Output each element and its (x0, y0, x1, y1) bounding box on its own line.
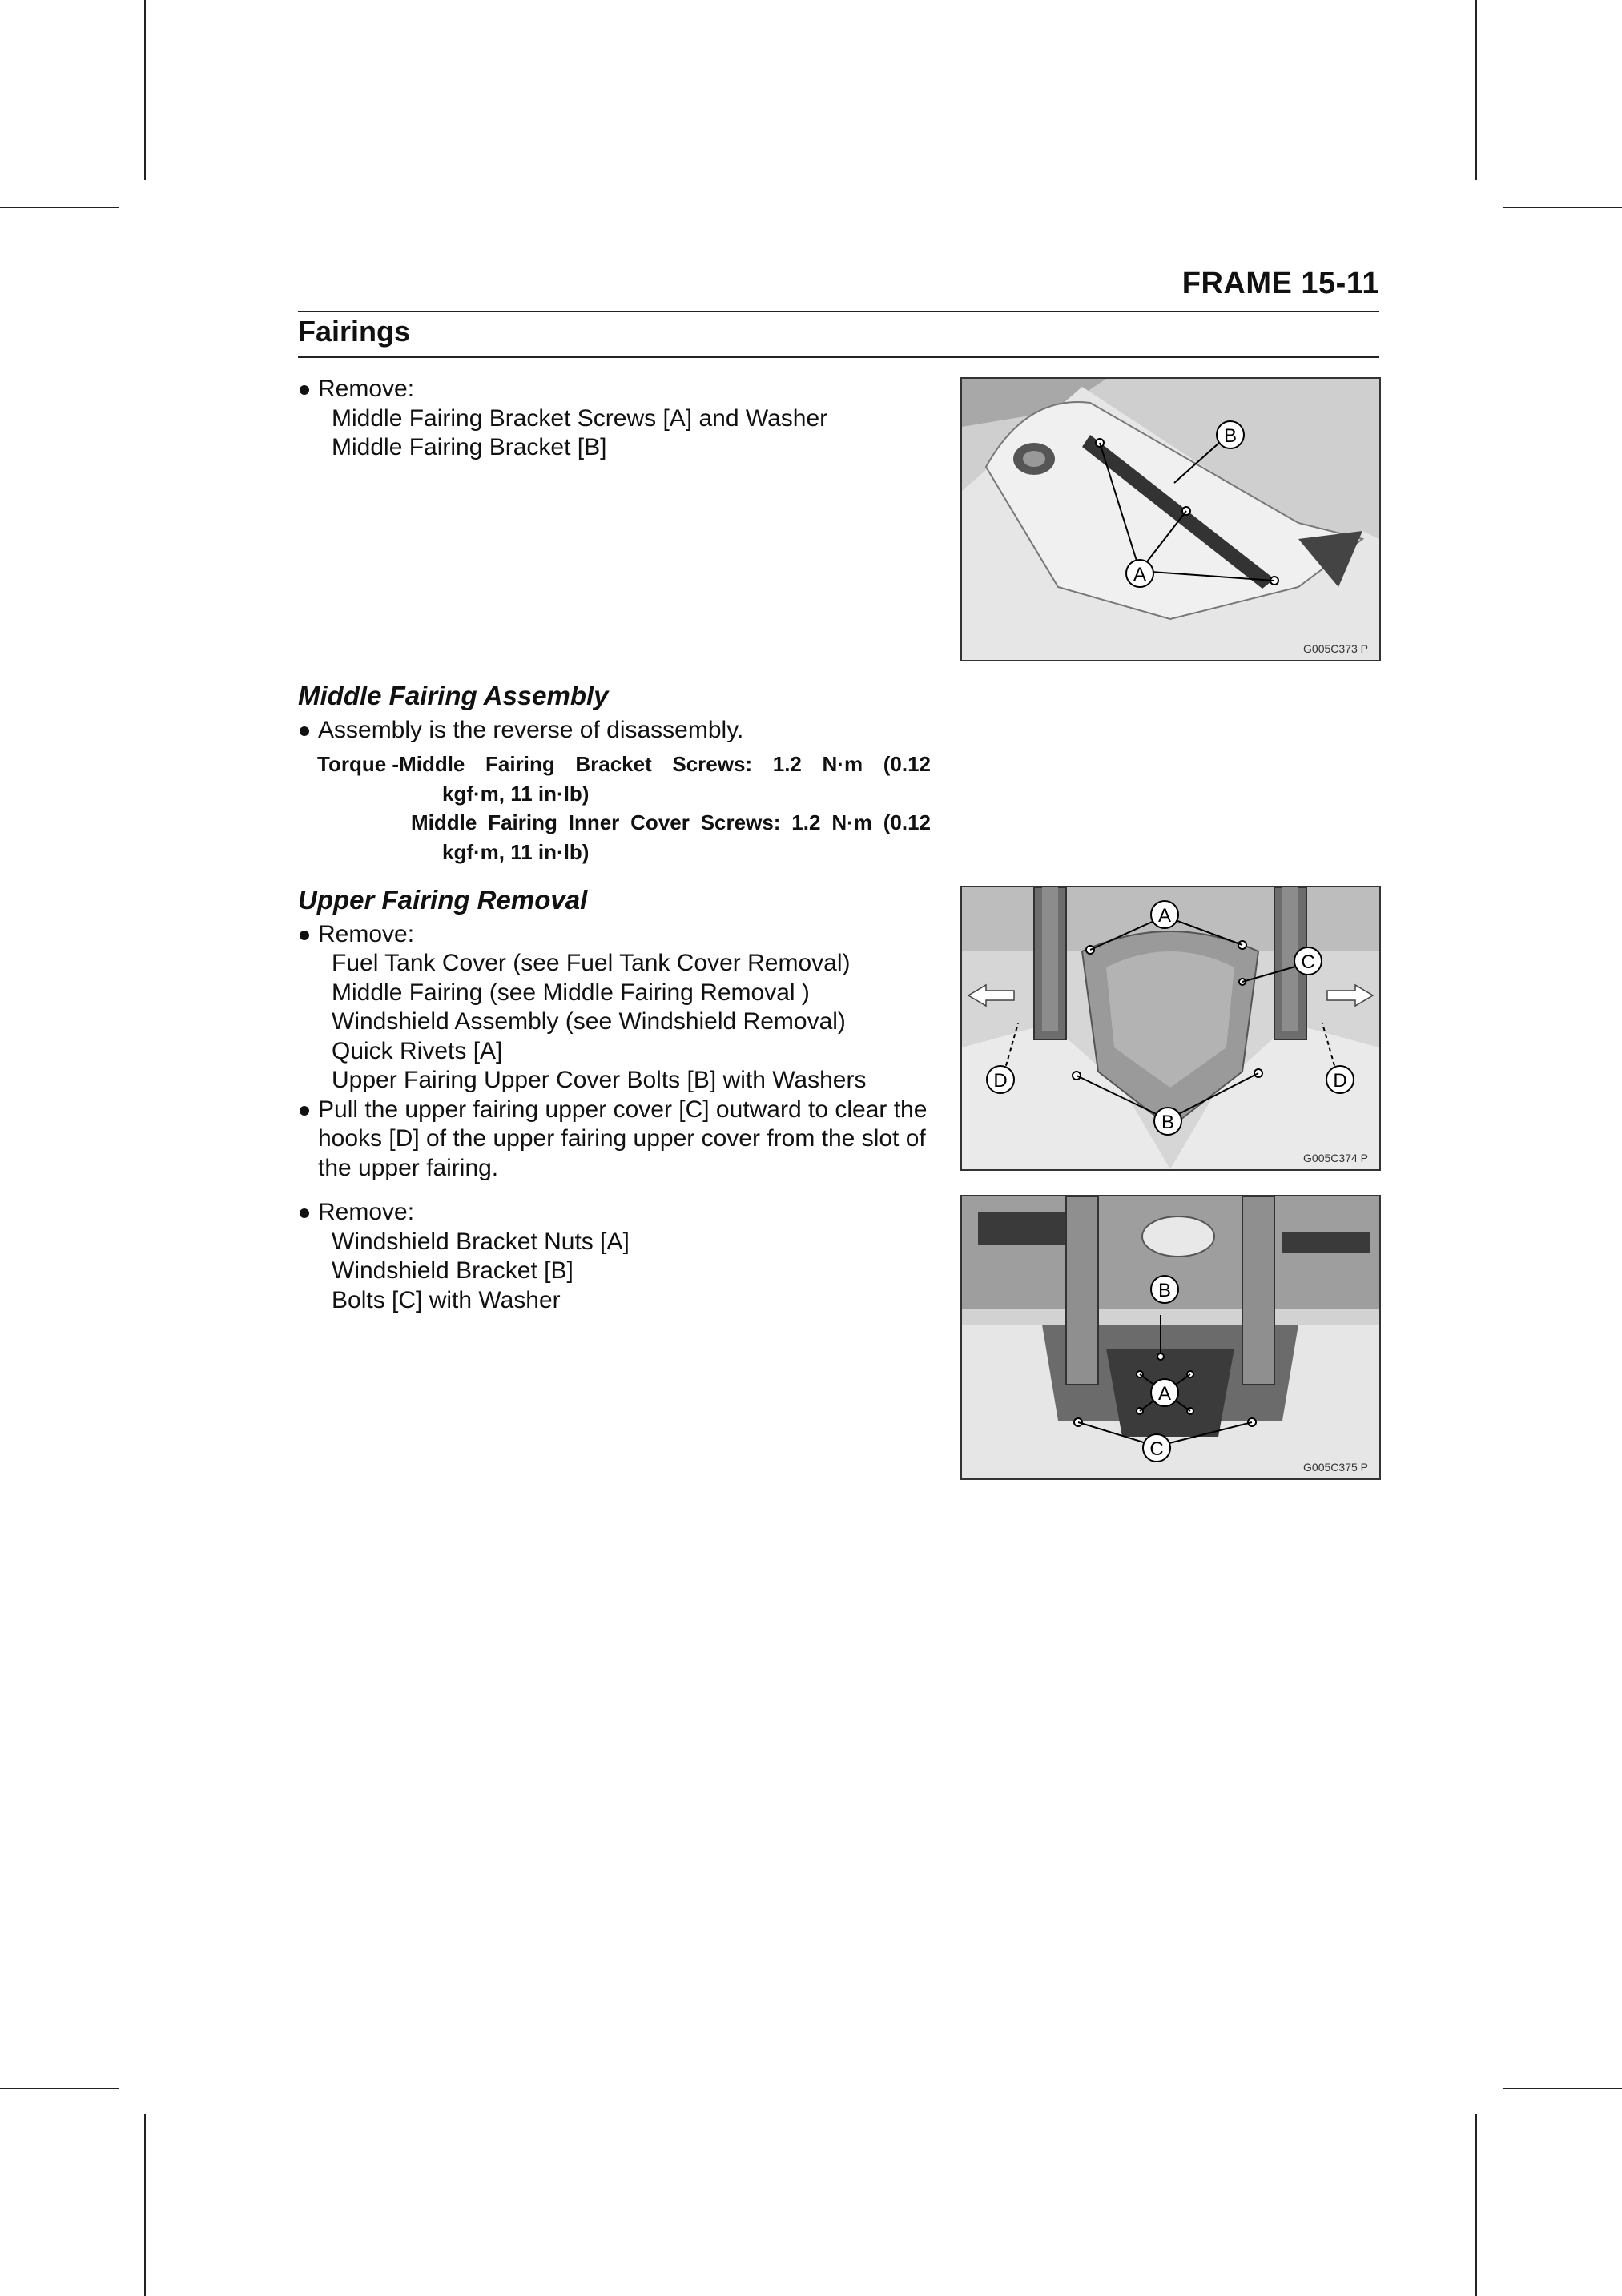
section-rule (298, 356, 1379, 358)
torque-label: Torque - (317, 752, 400, 776)
callout-label: C (1149, 1438, 1164, 1460)
callout-label: A (1133, 564, 1147, 585)
section-title: Fairings (298, 315, 411, 348)
callout-label: D (993, 1070, 1008, 1092)
figure-upper-fairing-cover (960, 886, 1381, 1171)
list-item: Windshield Assembly (see Windshield Removal) (332, 1008, 846, 1035)
list-item: Middle Fairing (see Middle Fairing Removal ) (332, 979, 810, 1006)
subsection-title: Upper Fairing Removal (298, 885, 588, 915)
callout-label: B (1223, 425, 1238, 447)
list-item: Quick Rivets [A] (332, 1037, 503, 1064)
torque-value-cont: kgf·m, 11 in·lb) (442, 781, 590, 806)
bullet-continuation: the upper fairing. (318, 1154, 499, 1181)
crop-mark (1475, 2114, 1477, 2296)
figure-code: G005C373 P (1303, 642, 1368, 655)
section-middle-fairing-assembly (298, 682, 931, 745)
callout-label: B (1161, 1112, 1175, 1133)
crop-mark (144, 2114, 146, 2296)
bullet-item: Assembly is the reverse of disassembly. (298, 716, 931, 746)
page-header: FRAME 15-11 (1181, 267, 1379, 300)
list-item: Windshield Bracket Nuts [A] (332, 1228, 630, 1255)
callout-label: C (1301, 951, 1315, 973)
step-remove-windshield-bracket (298, 1198, 931, 1315)
callout-label: B (1157, 1280, 1172, 1301)
torque-value-cont: kgf·m, 11 in·lb) (442, 839, 590, 864)
bullet-item: Pull the upper fairing upper cover [C] outward to clear the (298, 1096, 931, 1125)
figure-windshield-bracket (960, 1195, 1381, 1480)
list-item: Bolts [C] with Washer (332, 1286, 561, 1313)
crop-mark (1475, 0, 1477, 180)
step-remove-bracket (298, 375, 931, 463)
bullet-item: Remove: (298, 920, 931, 950)
callout-label: A (1157, 1383, 1172, 1405)
bullet-continuation: hooks [D] of the upper fairing upper cover from the slot of (318, 1125, 926, 1152)
callout-label: D (1333, 1070, 1347, 1092)
list-item: Middle Fairing Bracket Screws [A] and Washer (332, 404, 828, 432)
callout-label: A (1157, 905, 1172, 927)
list-item: Fuel Tank Cover (see Fuel Tank Cover Removal) (332, 950, 851, 976)
bullet-item: Remove: (298, 1198, 931, 1228)
figure-code: G005C374 P (1303, 1152, 1368, 1164)
subsection-title: Middle Fairing Assembly (298, 681, 609, 710)
crop-mark (0, 2088, 119, 2089)
figure-middle-fairing-bracket (960, 377, 1381, 661)
bullet-item: Remove: (298, 375, 931, 404)
section-upper-fairing-removal (298, 886, 931, 1183)
crop-mark (1503, 207, 1622, 208)
crop-mark (1503, 2088, 1622, 2089)
crop-mark (144, 0, 146, 180)
figure-code: G005C375 P (1303, 1461, 1368, 1474)
torque-value: Middle Fairing Inner Cover Screws: 1.2 N·m (0.12 (411, 810, 931, 834)
list-item: Upper Fairing Upper Cover Bolts [B] with Washers (332, 1067, 867, 1093)
list-item: Windshield Bracket [B] (332, 1257, 574, 1284)
fairing-bracket-photo (962, 379, 1379, 660)
header-rule (298, 311, 1379, 312)
crop-mark (0, 207, 119, 208)
upper-fairing-photo (962, 887, 1379, 1169)
torque-value: Middle Fairing Bracket Screws: 1.2 N·m (0.12 (399, 752, 931, 776)
list-item: Middle Fairing Bracket [B] (332, 434, 607, 460)
torque-spec (317, 750, 931, 867)
windshield-bracket-photo (962, 1196, 1379, 1478)
